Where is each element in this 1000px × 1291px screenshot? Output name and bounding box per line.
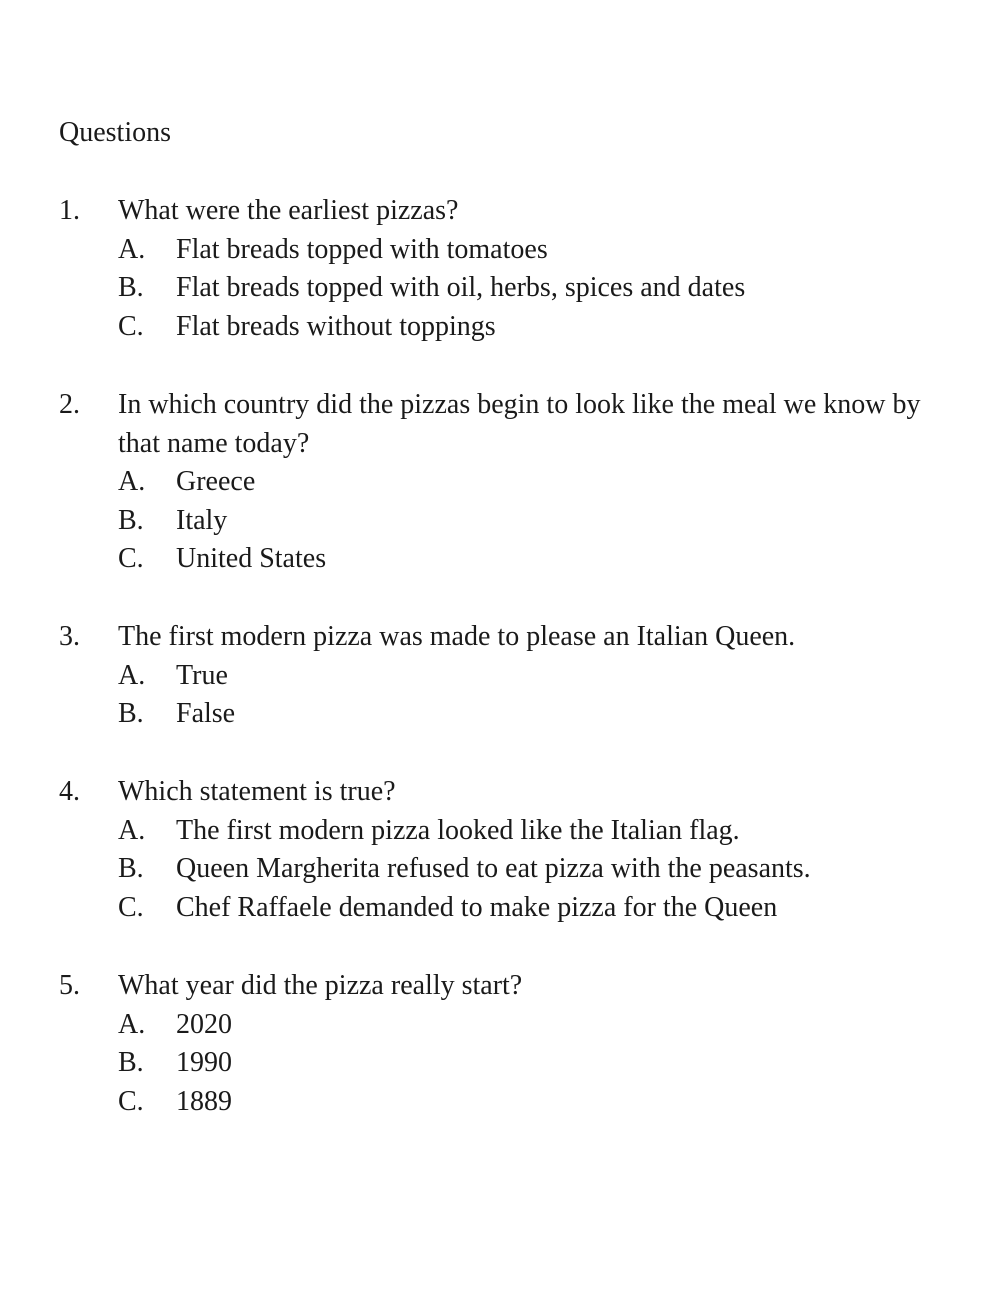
option-letter: C. (118, 1085, 144, 1117)
question-5 (59, 967, 939, 1121)
option-letter: C. (118, 891, 144, 923)
answer-options (59, 657, 939, 734)
answer-option-a[interactable] (59, 231, 939, 270)
option-text: The first modern pizza looked like the Italian flag. (176, 814, 740, 846)
option-letter: B. (118, 504, 144, 536)
answer-option-b[interactable] (59, 502, 939, 541)
question-number: 5. (59, 970, 80, 1001)
question-text: The first modern pizza was made to please an Italian Queen. (118, 621, 796, 652)
option-letter: A. (118, 233, 146, 265)
question-3 (59, 618, 939, 734)
option-letter: C. (118, 310, 144, 342)
option-text: 1889 (176, 1085, 232, 1117)
option-text: Flat breads topped with tomatoes (176, 233, 548, 265)
option-text: Italy (176, 504, 228, 536)
option-text: Flat breads topped with oil, herbs, spices and dates (176, 272, 746, 303)
option-text: False (176, 698, 236, 729)
option-letter: A. (118, 814, 146, 846)
question-4 (59, 773, 939, 927)
option-text: Flat breads without toppings (176, 310, 496, 342)
answer-option-a[interactable] (59, 812, 939, 851)
option-text: 1990 (176, 1047, 232, 1078)
answer-option-c[interactable] (59, 308, 939, 347)
question-row (59, 386, 939, 463)
answer-option-a[interactable] (59, 1006, 939, 1045)
answer-options (59, 231, 939, 347)
answer-option-a[interactable] (59, 657, 939, 696)
option-letter: B. (118, 272, 144, 303)
option-text: United States (176, 543, 327, 574)
answer-option-c[interactable] (59, 1083, 939, 1122)
question-row (59, 773, 939, 812)
answer-option-b[interactable] (59, 269, 939, 308)
answer-option-c[interactable] (59, 540, 939, 579)
question-number: 4. (59, 776, 80, 807)
option-letter: A. (118, 466, 146, 497)
question-text: What year did the pizza really start? (118, 970, 523, 1001)
answer-options (59, 463, 939, 579)
question-2 (59, 386, 939, 579)
option-letter: A. (118, 1008, 146, 1040)
option-letter: A. (118, 659, 146, 691)
option-text: Queen Margherita refused to eat pizza with the peasants. (176, 853, 811, 884)
question-row (59, 967, 939, 1006)
option-letter: B. (118, 698, 144, 729)
question-number: 1. (59, 195, 80, 226)
question-1 (59, 192, 939, 346)
option-text: True (176, 659, 228, 691)
option-text: Greece (176, 466, 256, 497)
option-letter: C. (118, 543, 144, 574)
question-number: 3. (59, 621, 80, 652)
question-row (59, 618, 939, 657)
page-title: Questions (59, 117, 171, 148)
answer-option-b[interactable] (59, 695, 939, 734)
option-letter: B. (118, 1047, 144, 1078)
answer-option-a[interactable] (59, 463, 939, 502)
answer-option-c[interactable] (59, 889, 939, 928)
question-text: What were the earliest pizzas? (118, 195, 459, 226)
option-letter: B. (118, 853, 144, 884)
question-text: In which country did the pizzas begin to look like the meal we know by that name today? (118, 389, 921, 459)
question-row (59, 192, 939, 231)
question-text: Which statement is true? (118, 776, 396, 807)
answer-options (59, 812, 939, 928)
option-text: 2020 (176, 1008, 232, 1040)
answer-option-b[interactable] (59, 1044, 939, 1083)
answer-option-b[interactable] (59, 850, 939, 889)
question-number: 2. (59, 389, 80, 420)
option-text: Chef Raffaele demanded to make pizza for the Queen (176, 891, 778, 923)
answer-options (59, 1006, 939, 1122)
